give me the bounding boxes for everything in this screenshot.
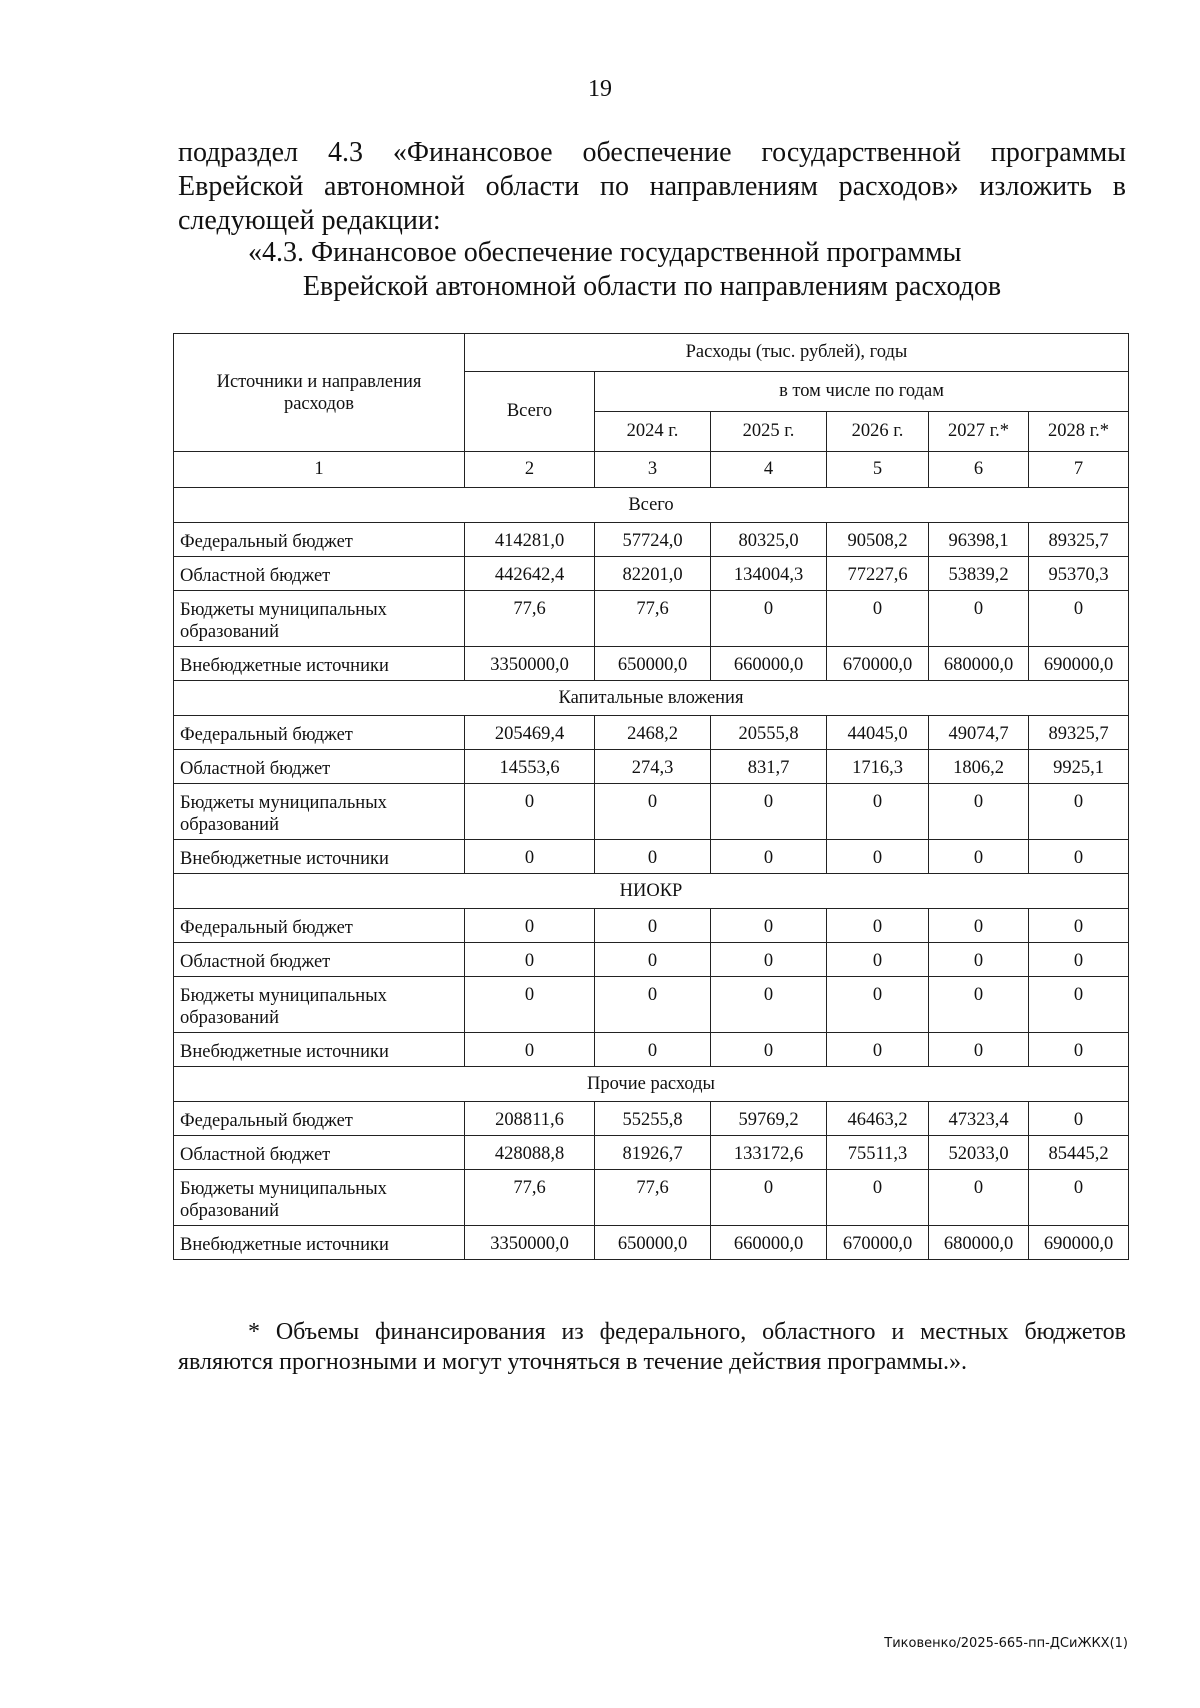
value-cell: 0	[1029, 909, 1129, 943]
table-row	[174, 647, 1129, 681]
section-title	[178, 236, 1126, 304]
value-cell: 0	[1029, 977, 1129, 1033]
value-cell: 0	[711, 977, 827, 1033]
value-cell: 85445,2	[1029, 1136, 1129, 1170]
table-row	[174, 1170, 1129, 1226]
value-cell: 831,7	[711, 750, 827, 784]
column-number: 5	[827, 452, 929, 488]
column-number: 6	[929, 452, 1029, 488]
header-year: 2028 г.*	[1029, 412, 1129, 452]
column-number: 3	[595, 452, 711, 488]
value-cell: 9925,1	[1029, 750, 1129, 784]
value-cell: 0	[929, 1170, 1029, 1226]
value-cell: 0	[711, 1170, 827, 1226]
value-cell: 205469,4	[465, 716, 595, 750]
value-cell: 3350000,0	[465, 1226, 595, 1260]
value-cell: 0	[929, 977, 1029, 1033]
table-row	[174, 977, 1129, 1033]
column-number: 1	[174, 452, 465, 488]
value-cell: 0	[827, 977, 929, 1033]
value-cell: 0	[1029, 840, 1129, 874]
value-cell: 0	[595, 909, 711, 943]
value-cell: 0	[465, 909, 595, 943]
header-year: 2024 г.	[595, 412, 711, 452]
value-cell: 0	[1029, 1102, 1129, 1136]
value-cell: 77,6	[465, 591, 595, 647]
value-cell: 0	[929, 1033, 1029, 1067]
value-cell: 96398,1	[929, 523, 1029, 557]
value-cell: 14553,6	[465, 750, 595, 784]
value-cell: 89325,7	[1029, 716, 1129, 750]
value-cell: 0	[595, 784, 711, 840]
table-row	[174, 716, 1129, 750]
value-cell: 52033,0	[929, 1136, 1029, 1170]
table-row	[174, 1136, 1129, 1170]
header-year: 2025 г.	[711, 412, 827, 452]
value-cell: 208811,6	[465, 1102, 595, 1136]
value-cell: 0	[1029, 943, 1129, 977]
value-cell: 46463,2	[827, 1102, 929, 1136]
table-row	[174, 1102, 1129, 1136]
value-cell: 0	[465, 784, 595, 840]
value-cell: 95370,3	[1029, 557, 1129, 591]
value-cell: 1806,2	[929, 750, 1029, 784]
header-year: 2026 г.	[827, 412, 929, 452]
column-number: 4	[711, 452, 827, 488]
value-cell: 0	[1029, 1170, 1129, 1226]
row-label: Внебюджетные источники	[174, 1033, 465, 1067]
row-label: Областной бюджет	[174, 943, 465, 977]
value-cell: 274,3	[595, 750, 711, 784]
value-cell: 0	[929, 840, 1029, 874]
title-line-2: Еврейской автономной области по направлениям расходов	[302, 271, 1002, 302]
row-label: Областной бюджет	[174, 750, 465, 784]
table-row	[174, 1226, 1129, 1260]
value-cell: 0	[465, 977, 595, 1033]
header-year: 2027 г.*	[929, 412, 1029, 452]
table-row	[174, 840, 1129, 874]
header-sources: Источники и направления расходов	[174, 334, 465, 452]
value-cell: 89325,7	[1029, 523, 1129, 557]
value-cell: 81926,7	[595, 1136, 711, 1170]
value-cell: 0	[595, 1033, 711, 1067]
value-cell: 0	[1029, 1033, 1129, 1067]
value-cell: 1716,3	[827, 750, 929, 784]
section-header: НИОКР	[174, 874, 1129, 909]
value-cell: 0	[711, 943, 827, 977]
value-cell: 47323,4	[929, 1102, 1029, 1136]
value-cell: 44045,0	[827, 716, 929, 750]
row-label: Бюджеты муниципальных образований	[174, 977, 465, 1033]
value-cell: 0	[827, 909, 929, 943]
table-row	[174, 750, 1129, 784]
value-cell: 670000,0	[827, 1226, 929, 1260]
value-cell: 0	[827, 840, 929, 874]
value-cell: 49074,7	[929, 716, 1029, 750]
value-cell: 428088,8	[465, 1136, 595, 1170]
row-label: Внебюджетные источники	[174, 1226, 465, 1260]
table-row	[174, 557, 1129, 591]
value-cell: 77,6	[595, 1170, 711, 1226]
value-cell: 0	[827, 1033, 929, 1067]
section-header: Всего	[174, 488, 1129, 523]
row-label: Федеральный бюджет	[174, 909, 465, 943]
value-cell: 0	[465, 943, 595, 977]
value-cell: 670000,0	[827, 647, 929, 681]
value-cell: 0	[1029, 784, 1129, 840]
value-cell: 0	[827, 784, 929, 840]
value-cell: 0	[711, 784, 827, 840]
row-label: Федеральный бюджет	[174, 523, 465, 557]
value-cell: 77,6	[595, 591, 711, 647]
page-number: 19	[588, 76, 612, 102]
row-label: Федеральный бюджет	[174, 716, 465, 750]
value-cell: 57724,0	[595, 523, 711, 557]
value-cell: 2468,2	[595, 716, 711, 750]
table-row	[174, 591, 1129, 647]
value-cell: 414281,0	[465, 523, 595, 557]
table-row	[174, 909, 1129, 943]
value-cell: 0	[711, 591, 827, 647]
table-body	[174, 488, 1129, 1260]
value-cell: 55255,8	[595, 1102, 711, 1136]
row-label: Внебюджетные источники	[174, 840, 465, 874]
title-line-1: «4.3. Финансовое обеспечение государственной программы	[248, 237, 962, 268]
value-cell: 0	[929, 591, 1029, 647]
financing-table	[173, 333, 1129, 1260]
value-cell: 0	[465, 1033, 595, 1067]
footnote: * Объемы финансирования из федерального, областного и местных бюджетов являются прогнозными и могут уточняться в течение действия программы.».	[178, 1319, 1126, 1375]
column-number: 2	[465, 452, 595, 488]
value-cell: 650000,0	[595, 647, 711, 681]
value-cell: 0	[929, 784, 1029, 840]
row-label: Федеральный бюджет	[174, 1102, 465, 1136]
value-cell: 0	[595, 977, 711, 1033]
column-number: 7	[1029, 452, 1129, 488]
document-id: Тиковенко/2025-665-пп-ДСиЖКХ(1)	[884, 1636, 1128, 1651]
section-header: Капитальные вложения	[174, 681, 1129, 716]
row-label: Внебюджетные источники	[174, 647, 465, 681]
header-expenses: Расходы (тыс. рублей), годы	[465, 334, 1129, 372]
value-cell: 3350000,0	[465, 647, 595, 681]
value-cell: 650000,0	[595, 1226, 711, 1260]
value-cell: 680000,0	[929, 1226, 1029, 1260]
value-cell: 442642,4	[465, 557, 595, 591]
table-row	[174, 523, 1129, 557]
row-label: Бюджеты муниципальных образований	[174, 784, 465, 840]
value-cell: 134004,3	[711, 557, 827, 591]
header-by-years: в том числе по годам	[595, 372, 1129, 412]
value-cell: 0	[711, 1033, 827, 1067]
value-cell: 690000,0	[1029, 1226, 1129, 1260]
value-cell: 20555,8	[711, 716, 827, 750]
row-label: Бюджеты муниципальных образований	[174, 591, 465, 647]
value-cell: 75511,3	[827, 1136, 929, 1170]
row-label: Областной бюджет	[174, 557, 465, 591]
value-cell: 0	[595, 943, 711, 977]
section-header: Прочие расходы	[174, 1067, 1129, 1102]
value-cell: 53839,2	[929, 557, 1029, 591]
value-cell: 82201,0	[595, 557, 711, 591]
table-row	[174, 943, 1129, 977]
value-cell: 690000,0	[1029, 647, 1129, 681]
value-cell: 77,6	[465, 1170, 595, 1226]
value-cell: 0	[827, 943, 929, 977]
value-cell: 59769,2	[711, 1102, 827, 1136]
value-cell: 660000,0	[711, 1226, 827, 1260]
table-row	[174, 1033, 1129, 1067]
value-cell: 0	[595, 840, 711, 874]
value-cell: 680000,0	[929, 647, 1029, 681]
value-cell: 0	[827, 591, 929, 647]
table-row	[174, 784, 1129, 840]
value-cell: 90508,2	[827, 523, 929, 557]
value-cell: 77227,6	[827, 557, 929, 591]
intro-paragraph: подраздел 4.3 «Финансовое обеспечение государственной программы Еврейской автономной области по направлениям расходов» изложить в следующей редакции:	[178, 137, 1126, 236]
value-cell: 80325,0	[711, 523, 827, 557]
value-cell: 0	[929, 909, 1029, 943]
row-label: Бюджеты муниципальных образований	[174, 1170, 465, 1226]
value-cell: 0	[827, 1170, 929, 1226]
header-total: Всего	[465, 372, 595, 452]
value-cell: 0	[465, 840, 595, 874]
value-cell: 0	[711, 909, 827, 943]
value-cell: 0	[1029, 591, 1129, 647]
value-cell: 0	[929, 943, 1029, 977]
value-cell: 660000,0	[711, 647, 827, 681]
row-label: Областной бюджет	[174, 1136, 465, 1170]
value-cell: 133172,6	[711, 1136, 827, 1170]
value-cell: 0	[711, 840, 827, 874]
